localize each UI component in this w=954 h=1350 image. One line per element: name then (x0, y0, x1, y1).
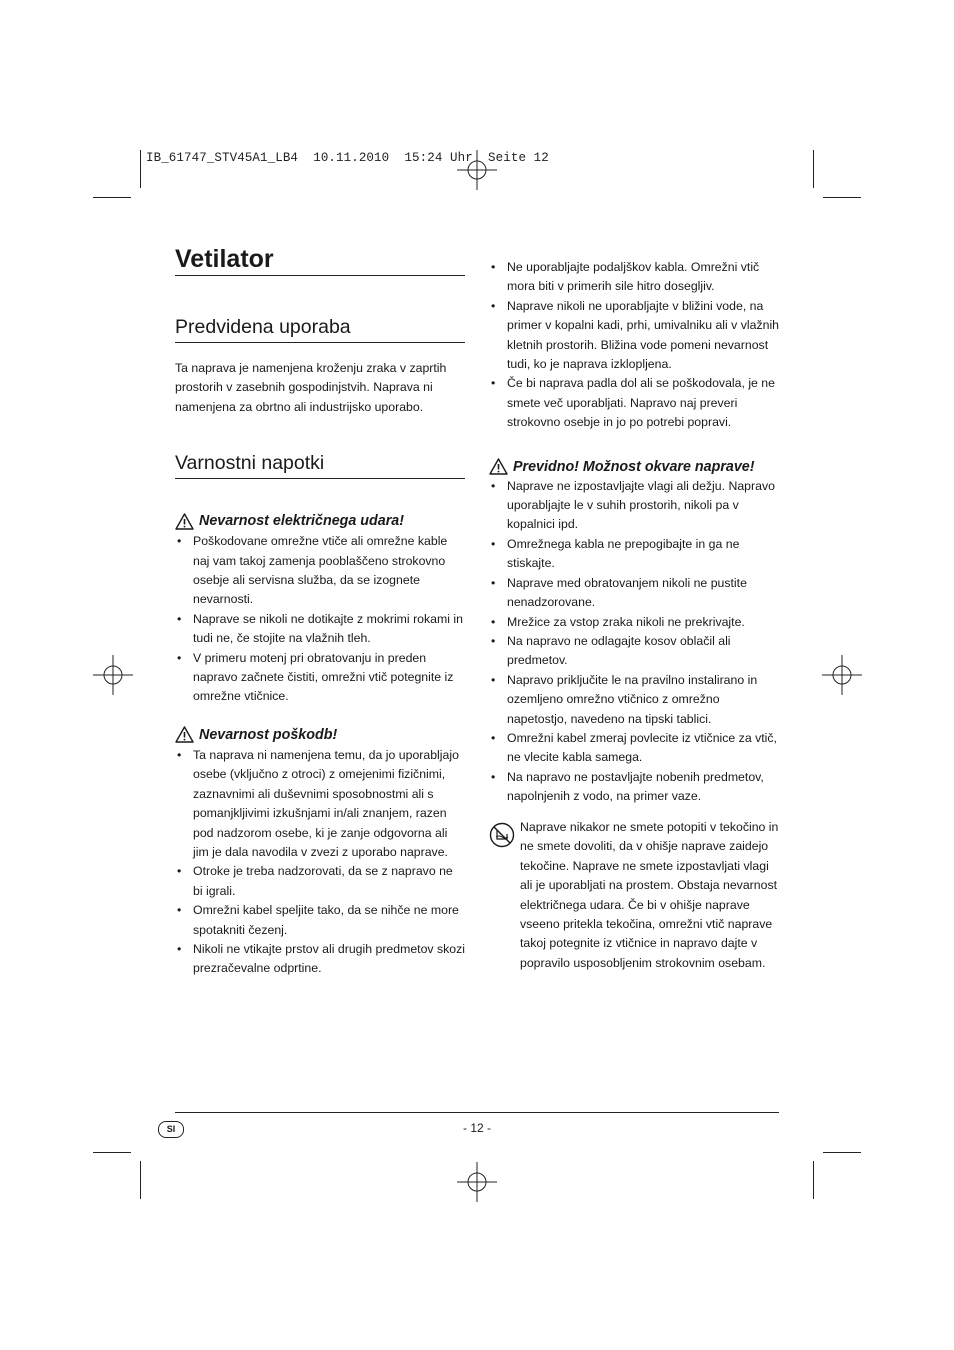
list-item: • Naprave nikoli ne uporabljajte v bližini vode, na primer v kopalni kadi, prhi, umivalniku ali v vlažnih kletnih prostorih. Bližina vode pomeni nevarnost tudi, ko je naprava izklopljena. (489, 297, 779, 375)
list-item: • Napravo priključite le na pravilno instalirano in ozemljeno omrežno vtičnico z omrežno napetostjo, navedeno na tipski tablici. (489, 671, 779, 729)
list-item: • Mrežice za vstop zraka nikoli ne prekrivajte. (489, 613, 779, 632)
warning-heading-injury (175, 725, 465, 745)
section-heading-intended-use: Predvidena uporaba (175, 315, 465, 343)
print-header: IB_61747_STV45A1_LB4 10.11.2010 15:24 Uhr Seite 12 (146, 151, 549, 165)
list-item: • Če bi naprava padla dol ali se poškodovala, je ne smete več uporabljati. Napravo naj preveri strokovno osebje in jo po potrebi popravi. (489, 374, 779, 432)
list-item: • Na napravo ne odlagajte kosov oblačil ali predmetov. (489, 632, 779, 671)
warning-heading-label: Nevarnost poškodb! (199, 726, 338, 743)
safety-list-continued (489, 258, 779, 433)
list-item: • Omrežni kabel zmeraj povlecite iz vtičnice za vtič, ne vlecite kabla samega. (489, 729, 779, 768)
crop-line (823, 197, 861, 198)
crop-line (140, 150, 141, 188)
list-item: • Naprave se nikoli ne dotikajte z mokrimi rokami in tudi ne, če stojite na vlažnih tleh. (175, 610, 465, 649)
no-immersion-icon (489, 822, 515, 848)
footer-divider (175, 1112, 779, 1113)
list-item: • Poškodovane omrežne vtiče ali omrežne kable naj vam takoj zamenja pooblaščeno strokovno osebje ali servisna služba, da se izognete nevarnosti. (175, 532, 465, 610)
note-text: Naprave nikakor ne smete potopiti v tekočino in ne smete dovoliti, da v ohišje naprave zaidejo tekočine. Naprave ne smete izpostavljati vlagi ali je uporabljati na prostem. Obstaja nevarnost električnega udara. Če bi v ohišje naprave vseeno pritekla tekočina, omrežni vtič naprave takoj potegnite iz vtičnice in napravo dajte v popravilo usposobljenim strokovnim osebam. (520, 820, 779, 970)
immersion-note (489, 818, 779, 973)
crop-line (93, 1152, 131, 1153)
crop-line (93, 197, 131, 198)
caution-heading (489, 457, 779, 477)
crop-line (140, 1161, 141, 1199)
list-item: • Omrežnega kabla ne prepogibajte in ga ne stiskajte. (489, 535, 779, 574)
registration-mark-icon (93, 655, 133, 695)
intended-use-text: Ta naprava je namenjena kroženju zraka v zaprtih prostorih v zasebnih gospodinjstvih. Naprava ni namenjena za obrtno ali industrijsko uporabo. (175, 361, 447, 414)
crop-line (823, 1152, 861, 1153)
warning-heading-electric (175, 511, 465, 531)
registration-mark-icon (822, 655, 862, 695)
list-item: • Ta naprava ni namenjena temu, da jo uporabljajo osebe (vključno z otroci) z omejenimi fizičnimi, zaznavnimi ali duševnimi sposobnostmi ali s pomanjkljivimi izkušnjami in/ali znanjem, razen pod nadzorom osebe, ki je zanje odgovorna ali jim je dala navodila v zvezi z uporabo naprave. (175, 746, 465, 862)
list-item: • Omrežni kabel speljite tako, da se nihče ne more spotakniti čezenj. (175, 901, 465, 940)
warning-triangle-icon (489, 458, 508, 475)
registration-mark-icon (457, 1162, 497, 1202)
list-item: • Naprave ne izpostavljajte vlagi ali dežju. Napravo uporabljajte le v suhih prostorih, nikoli pa v kopalnici ipd. (489, 477, 779, 535)
warning-triangle-icon (175, 513, 194, 530)
section-heading-safety: Varnostni napotki (175, 451, 465, 479)
warning-heading-label: Nevarnost električnega udara! (199, 513, 405, 530)
page-number: - 12 - (462, 1121, 491, 1135)
warning-triangle-icon (175, 726, 194, 743)
caution-heading-label: Previdno! Možnost okvare naprave! (513, 458, 755, 475)
registration-mark-icon (457, 150, 497, 190)
caution-list (489, 477, 779, 807)
list-item: • Na napravo ne postavljajte nobenih predmetov, napolnjenih z vodo, na primer vaze. (489, 768, 779, 807)
list-item: • Otroke je treba nadzorovati, da se z napravo ne bi igrali. (175, 862, 465, 901)
list-item: • Nikoli ne vtikajte prstov ali drugih predmetov skozi prezračevalne odprtine. (175, 940, 465, 979)
list-item: • Naprave med obratovanjem nikoli ne pustite nenadzorovane. (489, 574, 779, 613)
electric-warning-list (175, 532, 465, 707)
list-item: • V primeru motenj pri obratovanju in preden napravo začnete čistiti, omrežni vtič potegnite iz omrežne vtičnice. (175, 649, 465, 707)
page-title: Vetilator (175, 244, 465, 276)
right-column (489, 258, 779, 807)
left-column (175, 244, 465, 979)
language-badge: SI (158, 1121, 184, 1138)
crop-line (813, 150, 814, 188)
injury-warning-list (175, 746, 465, 979)
crop-line (813, 1161, 814, 1199)
list-item: • Ne uporabljajte podaljškov kabla. Omrežni vtič mora biti v primerih sile hitro dosegljiv. (489, 258, 779, 297)
